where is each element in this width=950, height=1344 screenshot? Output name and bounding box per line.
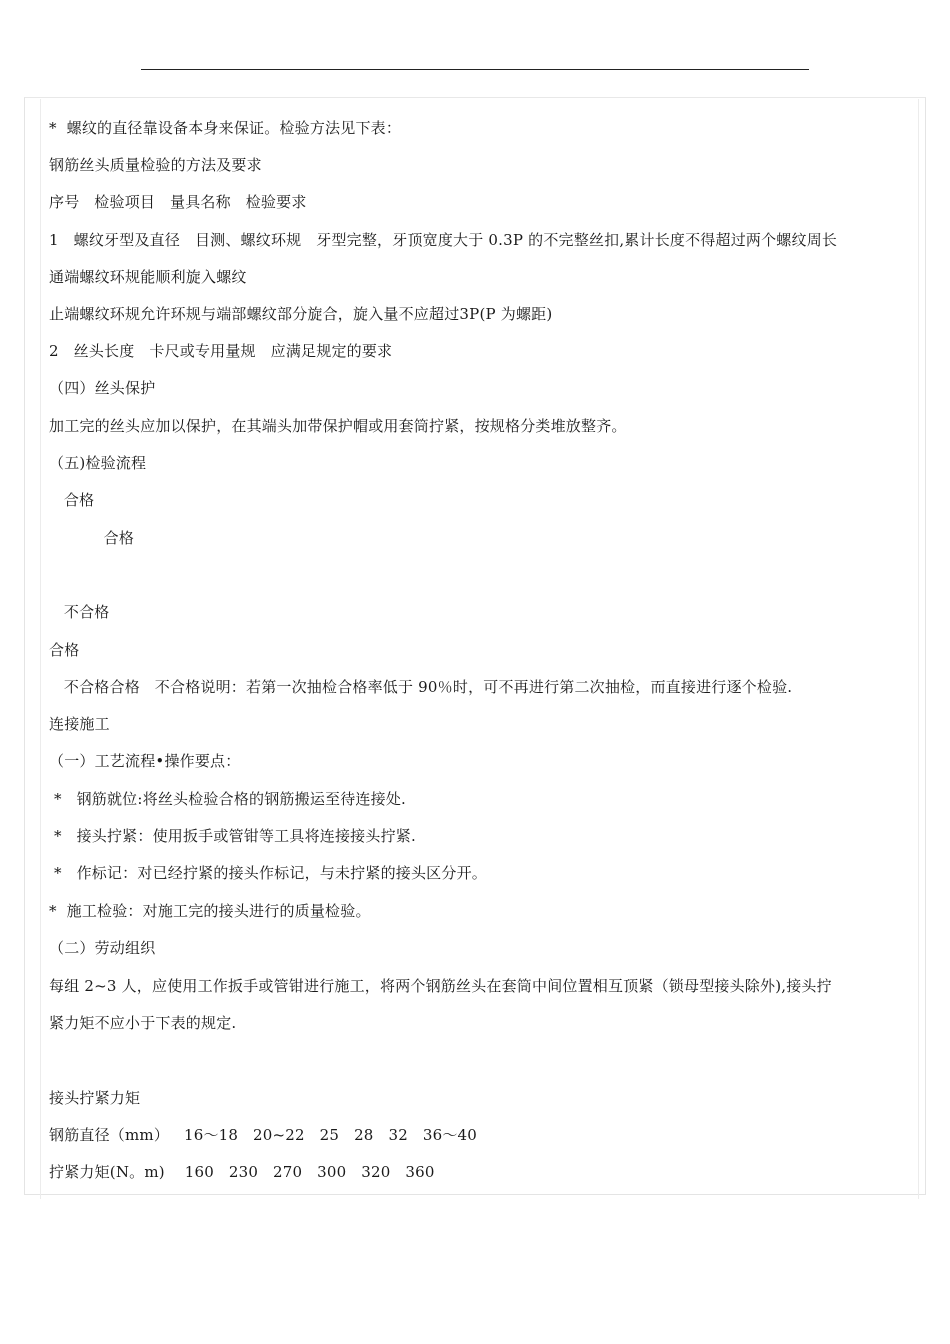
inspection-table-header: 序号 检验项目 量具名称 检验要求: [49, 193, 307, 211]
section-thread-protection: （四）丝头保护: [49, 379, 156, 397]
inspection-row-2: 2 丝头长度 卡尺或专用量规 应满足规定的要求: [49, 342, 393, 360]
labor-organization-text-2: 紧力矩不应小于下表的规定.: [49, 1014, 237, 1032]
flow-label-pass-3: 合格: [49, 641, 80, 659]
step-marking: * 作标记：对已经拧紧的接头作标记，与未拧紧的接头区分开。: [49, 864, 487, 882]
section-labor-organization: （二）劳动组织: [49, 939, 156, 957]
thread-diameter-note: * 螺纹的直径靠设备本身来保证。检验方法见下表：: [49, 119, 402, 137]
torque-table-title: 接头拧紧力矩: [49, 1089, 141, 1107]
step-construction-inspection: * 施工检验：对施工完的接头进行的质量检验。: [49, 902, 371, 920]
step-joint-tightening: * 接头拧紧：使用扳手或管钳等工具将连接接头拧紧.: [49, 827, 416, 845]
flow-label-pass-2: 合格: [49, 529, 135, 547]
section-inspection-flow: （五)检验流程: [49, 454, 147, 472]
inspection-row-1: 1 螺纹牙型及直径 目测、螺纹环规 牙型完整，牙顶宽度大于 0.3P 的不完整丝扣,累计长度不得超过两个螺纹周长: [49, 231, 838, 249]
header-rule: [141, 69, 809, 70]
torque-table-diameter-row: 钢筋直径（mm） 16～18 20~22 25 28 32 36～40: [49, 1126, 478, 1144]
step-rebar-positioning: * 钢筋就位:将丝头检验合格的钢筋搬运至待连接处.: [49, 790, 406, 808]
labor-organization-text-1: 每组 2~3 人，应使用工作扳手或管钳进行施工，将两个钢筋丝头在套筒中间位置相互顶紧（锁母型接头除外),接头拧: [49, 977, 832, 995]
thread-protection-text: 加工完的丝头应加以保护，在其端头加带保护帽或用套筒拧紧，按规格分类堆放整齐。: [49, 417, 627, 435]
flow-explanation: 不合格合格 不合格说明：若第一次抽检合格率低于 90％时，可不再进行第二次抽检，而直接进行逐个检验.: [49, 678, 793, 696]
section-connection-construction: 连接施工: [49, 715, 110, 733]
frame-left-border: [40, 99, 41, 1199]
frame-right-border: [918, 99, 919, 1199]
inspection-row-1-nogo-gauge: 止端螺纹环规允许环规与端部螺纹部分旋合，旋入量不应超过3P(P 为螺距): [49, 305, 553, 323]
inspection-row-1-go-gauge: 通端螺纹环规能顺利旋入螺纹: [49, 268, 247, 286]
inspection-table-title: 钢筋丝头质量检验的方法及要求: [49, 156, 262, 174]
torque-table-torque-row: 拧紧力矩(N。m) 160 230 270 300 320 360: [49, 1163, 435, 1181]
section-process-flow: （一）工艺流程•操作要点：: [49, 752, 241, 770]
flow-label-fail: 不合格: [49, 603, 110, 621]
flow-label-pass-1: 合格: [49, 491, 95, 509]
